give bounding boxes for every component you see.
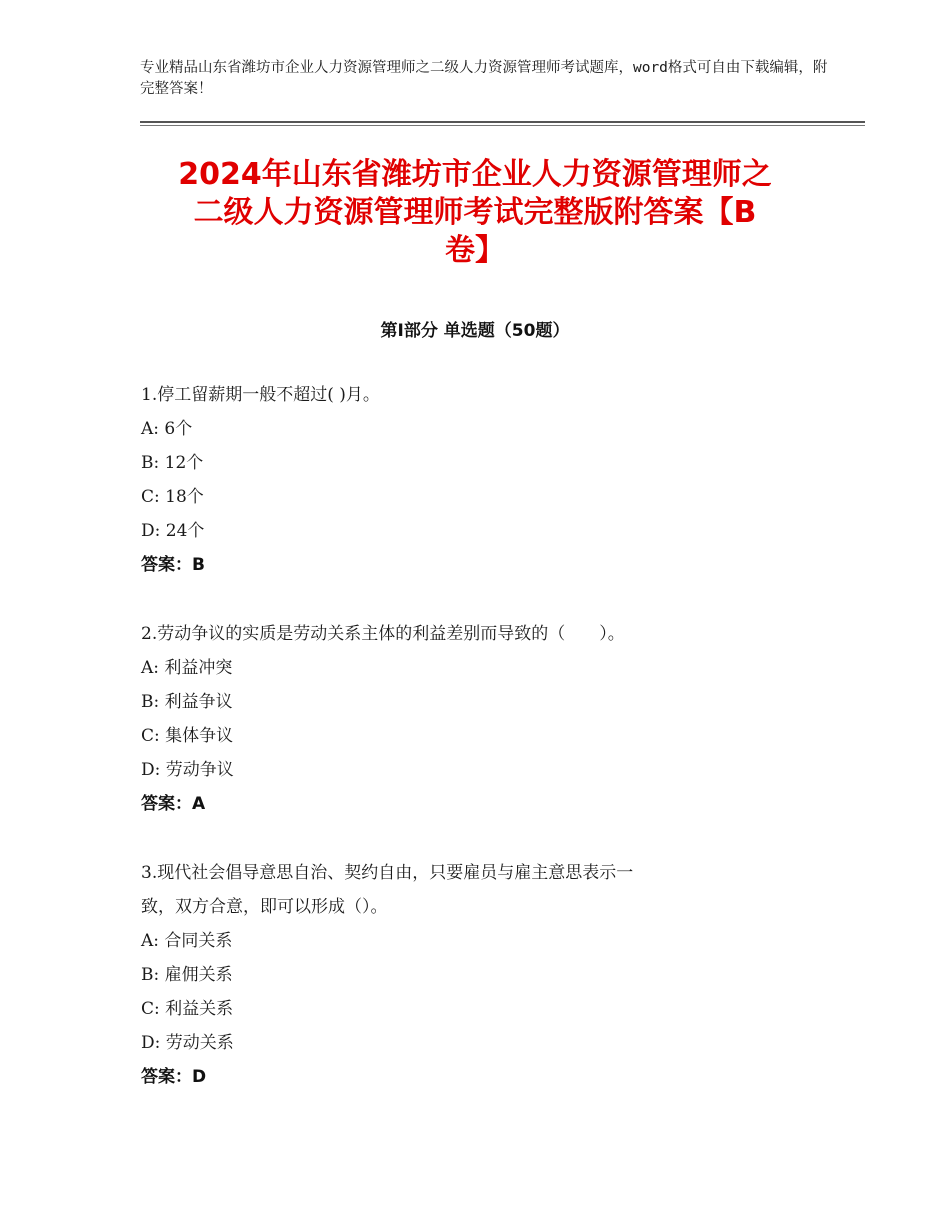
question-3	[141, 856, 801, 1094]
option-c: C: 18个	[141, 487, 204, 507]
answer-line: 答案：B	[141, 555, 205, 575]
option-d: D: 劳动争议	[141, 760, 234, 780]
option-d: D: 24个	[141, 521, 205, 541]
option-b: B: 雇佣关系	[141, 965, 233, 985]
question-stem-line-2: 致，双方合意，即可以形成（）。	[141, 897, 388, 917]
option-a: A: 合同关系	[141, 931, 233, 951]
answer-line: 答案：D	[141, 1067, 207, 1087]
question-stem-line-1: 3.现代社会倡导意思自治、契约自由，只要雇员与雇主意思表示一	[141, 863, 634, 883]
question-1	[141, 378, 801, 582]
option-b: B: 12个	[141, 453, 204, 473]
option-a: A: 利益冲突	[141, 658, 233, 678]
header-note: 专业精品山东省潍坊市企业人力资源管理师之二级人力资源管理师考试题库，word格式可自由下载编辑，附完整答案！	[140, 60, 828, 97]
header-rule-thin	[140, 125, 865, 126]
title-line-2: 二级人力资源管理师考试完整版附答案【B	[193, 195, 757, 230]
question-2	[141, 617, 801, 821]
option-b: B: 利益争议	[141, 692, 233, 712]
section-heading: 第Ⅰ部分 单选题（50题）	[380, 321, 570, 341]
title-line-1: 2024年山东省潍坊市企业人力资源管理师之	[178, 157, 772, 192]
option-d: D: 劳动关系	[141, 1033, 234, 1053]
question-stem: 1.停工留薪期一般不超过( )月。	[141, 385, 380, 405]
option-a: A: 6个	[141, 419, 193, 439]
question-stem: 2.劳动争议的实质是劳动关系主体的利益差别而导致的（ ）。	[141, 624, 625, 644]
answer-line: 答案：A	[141, 794, 206, 814]
option-c: C: 集体争议	[141, 726, 234, 746]
header-rule-thick	[140, 121, 865, 123]
option-c: C: 利益关系	[141, 999, 234, 1019]
document-title	[110, 156, 840, 270]
title-line-3: 卷】	[445, 233, 505, 268]
